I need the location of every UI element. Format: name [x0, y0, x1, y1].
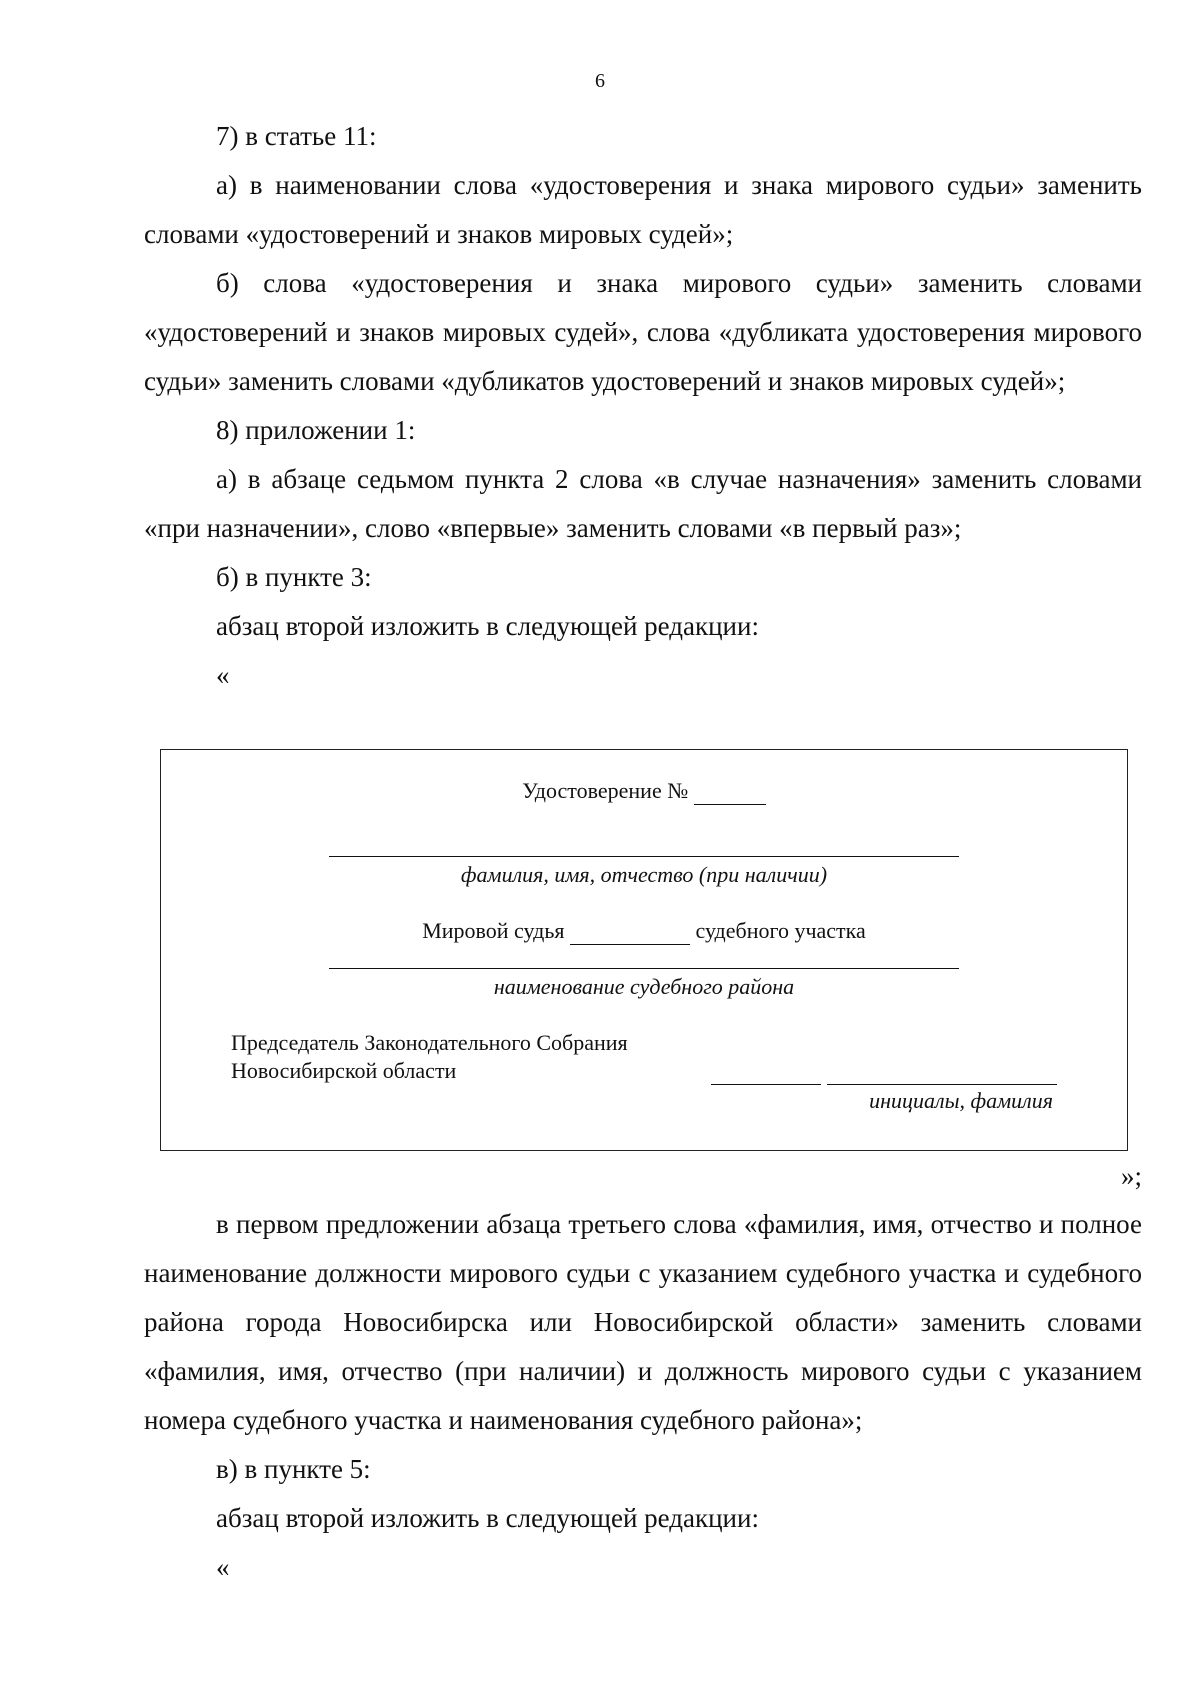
paragraph: в) в пункте 5:: [216, 1454, 371, 1484]
precinct-label: судебного участка: [695, 918, 866, 943]
precinct-number-blank: [570, 918, 690, 945]
signature-caption: инициалы, фамилия: [869, 1088, 1053, 1113]
signature-line: [711, 1084, 821, 1085]
opening-quote: «: [216, 1552, 230, 1582]
initials-line: [827, 1084, 1057, 1085]
name-line: [329, 856, 959, 857]
paragraph: б) в пункте 3:: [216, 562, 372, 592]
paragraph: абзац второй изложить в следующей редакции:: [216, 611, 759, 641]
district-line: [329, 968, 959, 969]
paragraph: а) в абзаце седьмом пункта 2 слова «в случае назначения» заменить словами «при назначении», слово «впервые» заменить словами «в первый раз»;: [144, 464, 1142, 543]
opening-quote: «: [216, 660, 230, 690]
district-caption: наименование судебного района: [493, 974, 795, 999]
document-body-after: [144, 1200, 1142, 1592]
paragraph: 7) в статье 11:: [216, 121, 377, 151]
paragraph: в первом предложении абзаца третьего слова «фамилия, имя, отчество и полное наименование должности мирового судьи с указанием судебного участка и судебного района города Новосибирска или Новосибирской области» заменить словами «фамилия, имя, отчество (при наличии) и должность мирового судьи с указанием номера судебного участка и наименования судебного района»;: [144, 1209, 1142, 1435]
certificate-number-blank: [694, 778, 766, 805]
document-body-before: [144, 112, 1142, 700]
closing-quote: »;: [1120, 1161, 1142, 1191]
judge-line: [161, 918, 1127, 945]
chairman-line-2: Новосибирской области: [231, 1058, 457, 1083]
paragraph: абзац второй изложить в следующей редакции:: [216, 1503, 759, 1533]
page-number: 6: [595, 70, 605, 92]
name-caption: фамилия, имя, отчество (при наличии): [460, 862, 828, 887]
paragraph: б) слова «удостоверения и знака мирового судьи» заменить словами «удостоверений и знаков мировых судей», слова «дубликата удостоверения мирового судьи» заменить словами «дубликатов удостоверений и знаков мировых судей»;: [144, 268, 1142, 396]
paragraph: 8) приложении 1:: [216, 415, 416, 445]
chairman-line-1: Председатель Законодательного Собрания: [231, 1030, 628, 1055]
judge-label: Мировой судья: [422, 918, 565, 943]
certificate-title: Удостоверение №: [522, 778, 689, 803]
paragraph: а) в наименовании слова «удостоверения и знака мирового судьи» заменить словами «удостоверений и знаков мировых судей»;: [144, 170, 1142, 249]
certificate-title-line: [161, 778, 1127, 805]
certificate-sample-box: [160, 749, 1128, 1151]
